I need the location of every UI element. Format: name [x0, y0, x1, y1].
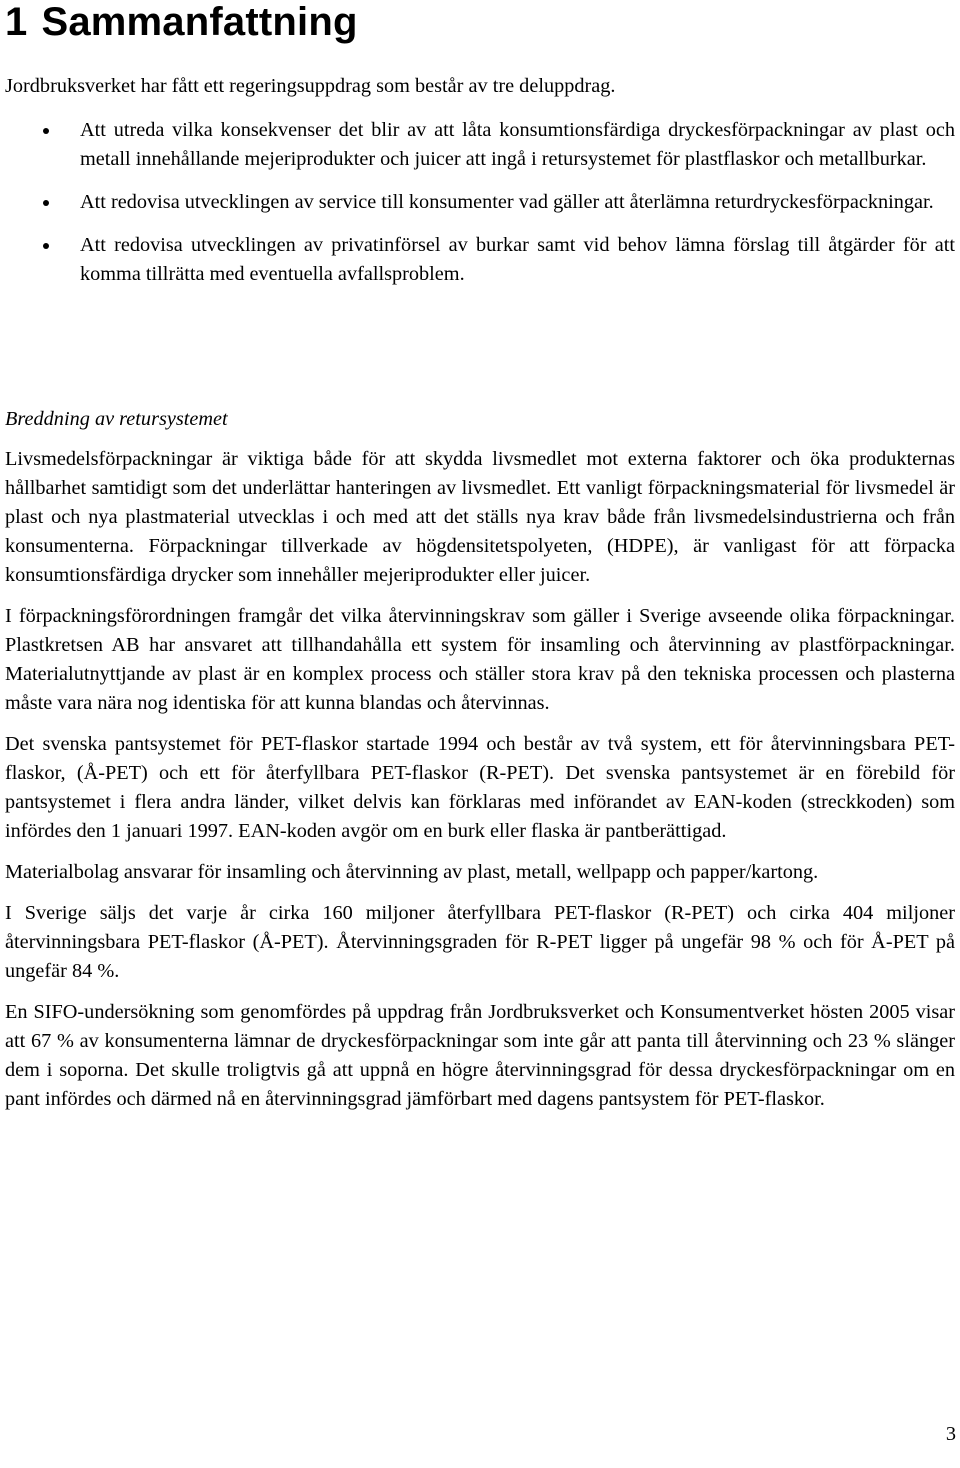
- list-item: [5, 116, 955, 174]
- paragraph: Materialbolag ansvarar för insamling och återvinning av plast, metall, wellpapp och papper/kartong.: [5, 861, 819, 883]
- list-item: [5, 188, 955, 217]
- paragraph: En SIFO-undersökning som genomfördes på uppdrag från Jordbruksverket och Konsumentverket hösten 2005 visar att 67 % av konsumenterna lämnar de dryckesförpackningar som inte går att panta till återvinning och 23 % slänger dem i soporna. Det skulle troligtvis gå att uppnå en högre återvinningsgrad för dessa dryckesförpackningar om en pant infördes och därmed nå en återvinningsgrad jämförbart med dagens pantsystem för PET-flaskor.: [5, 1001, 955, 1110]
- list-item-text: Att redovisa utvecklingen av privatinförsel av burkar samt vid behov lämna förslag till åtgärder för att komma tillrätta med eventuella avfallsproblem.: [80, 234, 955, 285]
- intro-paragraph: Jordbruksverket har fått ett regeringsuppdrag som består av tre deluppdrag.: [5, 75, 616, 97]
- list-item-text: Att utreda vilka konsekvenser det blir av att låta konsumtionsfärdiga dryckesförpackningar av plast och metall innehållande mejeriprodukter och juicer att ingå i retursystemet för plastflaskor och metallburkar.: [80, 119, 955, 170]
- page-number: 3: [945, 1423, 956, 1445]
- paragraph: Det svenska pantsystemet för PET-flaskor startade 1994 och består av två system, ett för återvinningsbara PET-flaskor, (Å-PET) och ett för återfyllbara PET-flaskor (R-PET). Det svenska pantsystemet är en förebild för pantsystemet i flera andra länder, vilket delvis kan förklaras med införandet av EAN-koden (streckkoden) som infördes den 1 januari 1997. EAN-koden avgör om en burk eller flaska är pantberättigad.: [5, 733, 955, 842]
- section-number: 1: [5, 0, 28, 44]
- body-text: [5, 445, 955, 1126]
- task-list: [5, 116, 955, 303]
- paragraph: I Sverige säljs det varje år cirka 160 miljoner återfyllbara PET-flaskor (R-PET) och cirka 404 miljoner återvinningsbara PET-flaskor (Å-PET). Återvinningsgraden för R-PET ligger på ungefär 98 % och för Å-PET på ungefär 84 %.: [5, 902, 955, 982]
- bullet-icon: [43, 200, 49, 206]
- paragraph: I förpackningsförordningen framgår det vilka återvinningskrav som gäller i Sverige avseende olika förpackningar. Plastkretsen AB har ansvaret att tillhandahålla ett system för insamling och återvinning av plastförpackningar. Materialutnyttjande av plast är en komplex process och ställer stora krav på den tekniska processen och plasterna måste vara nära nog identiska för att kunna blandas och återvinnas.: [5, 605, 955, 714]
- list-item-text: Att redovisa utvecklingen av service till konsumenter vad gäller att återlämna returdryckesförpackningar.: [80, 191, 934, 213]
- paragraph: Livsmedelsförpackningar är viktiga både för att skydda livsmedlet mot externa faktorer och öka produkternas hållbarhet samtidigt som det underlättar hanteringen av livsmedlet. Ett vanligt förpackningsmaterial för livsmedel är plast och nya plastmaterial utvecklas i och med att det ställs nya krav både från livsmedelsindustrierna och från konsumenterna. Förpackningar tillverkade av högdensitetspolyeten, (HDPE), är vanligast för att förpacka konsumtionsfärdiga drycker som innehåller mejeriprodukter eller juicer.: [5, 448, 955, 586]
- section-title: Sammanfattning: [41, 0, 358, 44]
- subheading: Breddning av retursystemet: [5, 408, 228, 430]
- document-page: [5, 0, 955, 1110]
- bullet-icon: [43, 243, 49, 249]
- section-heading: [5, 0, 955, 44]
- bullet-icon: [43, 128, 49, 134]
- list-item: [5, 231, 955, 289]
